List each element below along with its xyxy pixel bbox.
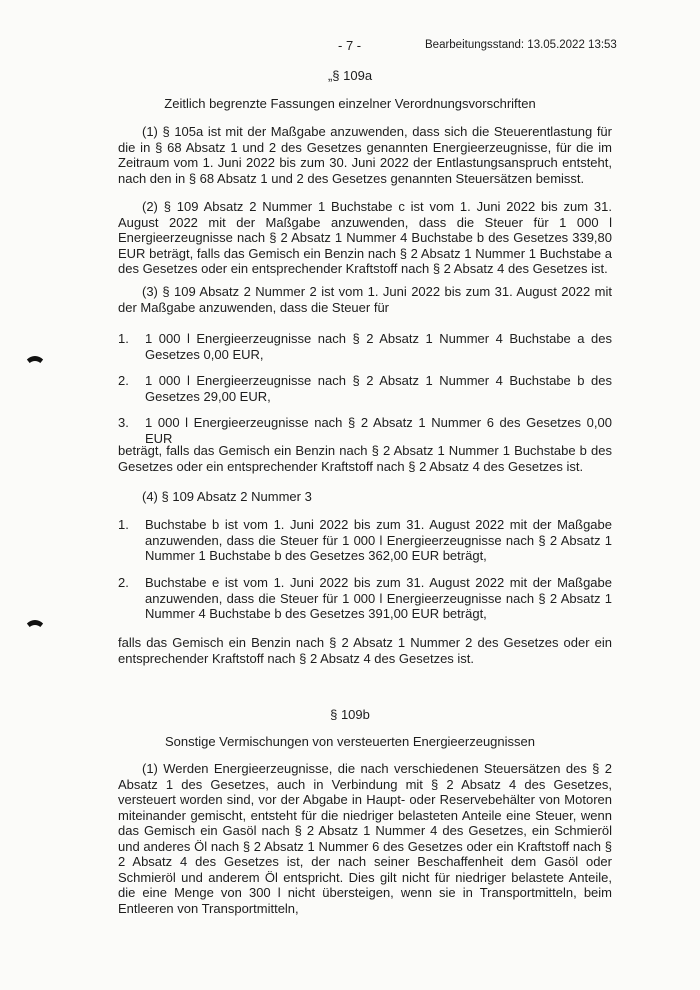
section-109a-title: Zeitlich begrenzte Fassungen einzelner Verordnungsvorschriften bbox=[164, 96, 536, 111]
list-item bbox=[118, 331, 612, 362]
s109a-paragraph-2: (2) § 109 Absatz 2 Nummer 1 Buchstabe c ist vom 1. Juni 2022 bis zum 31. August 2022 mit der Maßgabe anzuwenden, dass die Steuer für 1 000 l Energieerzeugnisse nach § 2 Absatz 1 Nummer 4 Buchstabe b des Gesetzes 339,80 EUR beträgt, falls das Gemisch ein Benzin nach § 2 Absatz 1 Nummer 1 Buchstabe a des Gesetzes oder ein entsprechender Kraftstoff nach § 2 Absatz 4 des Gesetzes ist. bbox=[118, 199, 612, 276]
section-109b-heading: § 109b bbox=[330, 707, 370, 722]
list-item-number: 1. bbox=[118, 517, 129, 532]
punch-hole-mark bbox=[24, 620, 46, 642]
section-109b-title: Sonstige Vermischungen von versteuerten Energieerzeugnissen bbox=[164, 734, 535, 749]
s109b-paragraph-1: (1) Werden Energieerzeugnisse, die nach verschiedenen Steuersätzen des § 2 Absatz 1 des Gesetzes, auch in Verbindung mit § 2 Absatz 4 des Gesetzes, versteuert worden sind, vor der Abgabe in Haupt- oder Reservebehälter von Motoren miteinander gemischt, entsteht für die niedriger belasteten Anteile eine Steuer, wenn das Gemisch ein Gasöl nach § 2 Absatz 1 Nummer 4 des Gesetzes, ein Schmieröl und anderes Öl nach § 2 Absatz 1 Nummer 6 des Gesetzes oder ein Kraftstoff nach § 2 Absatz 4 des Gesetzes ist, der nach seiner Beschaffenheit dem Gasöl oder Schmieröl und anderem Öl entspricht. Dies gilt nicht für niedriger belastete Anteile, die eine Menge von 300 l nicht übersteigen, wenn sie in Transportmitteln, beim Entleeren von Transportmitteln, bbox=[118, 761, 612, 916]
list-item-number: 2. bbox=[118, 575, 129, 590]
s109a-paragraph-1: (1) § 105a ist mit der Maßgabe anzuwenden, dass sich die Steuerentlastung für die in § 68 Absatz 1 und 2 des Gesetzes genannten Energieerzeugnisse, für die im Zeitraum vom 1. Juni 2022 bis zum 30. Juni 2022 der Entlastungsanspruch entsteht, nach den in § 68 Absatz 1 und 2 des Gesetzes genannten Steuersätzen bemisst. bbox=[118, 124, 612, 186]
punch-hole-mark bbox=[24, 356, 46, 378]
edit-status: Bearbeitungsstand: 13.05.2022 13:53 bbox=[425, 39, 617, 51]
list-item-text: 1 000 l Energieerzeugnisse nach § 2 Absatz 1 Nummer 4 Buchstabe a des Gesetzes 0,00 EUR, bbox=[145, 331, 612, 362]
s109a-paragraph-3: (3) § 109 Absatz 2 Nummer 2 ist vom 1. Juni 2022 bis zum 31. August 2022 mit der Maßgabe anzuwenden, dass die Steuer für bbox=[118, 284, 612, 315]
s109a-paragraph-4: (4) § 109 Absatz 2 Nummer 3 bbox=[142, 489, 312, 504]
list-item-text: 1 000 l Energieerzeugnisse nach § 2 Absatz 1 Nummer 6 des Gesetzes 0,00 EUR bbox=[145, 415, 612, 446]
page-number: - 7 - bbox=[338, 38, 362, 53]
section-109a-heading: „§ 109a bbox=[327, 68, 373, 83]
list-item-text: 1 000 l Energieerzeugnisse nach § 2 Absatz 1 Nummer 4 Buchstabe b des Gesetzes 29,00 EUR, bbox=[145, 373, 612, 404]
list-item-text: Buchstabe b ist vom 1. Juni 2022 bis zum 31. August 2022 mit der Maßgabe anzuwenden, dass die Steuer für 1 000 l Energieerzeugnisse nach § 2 Absatz 1 Nummer 1 Buchstabe b des Gesetzes 362,00 EUR beträgt, bbox=[145, 517, 612, 563]
s109a-paragraph-3-tail: beträgt, falls das Gemisch ein Benzin nach § 2 Absatz 1 Nummer 1 Buchstabe b des Gesetzes oder ein entsprechender Kraftstoff nach § 2 Absatz 4 des Gesetzes ist. bbox=[118, 443, 612, 474]
list-item-text: Buchstabe e ist vom 1. Juni 2022 bis zum 31. August 2022 mit der Maßgabe anzuwenden, dass die Steuer für 1 000 l Energieerzeugnisse nach § 2 Absatz 1 Nummer 4 Buchstabe b des Gesetzes 391,00 EUR beträgt, bbox=[145, 575, 612, 621]
list-item bbox=[118, 517, 612, 564]
list-item-number: 2. bbox=[118, 373, 129, 388]
list-item bbox=[118, 575, 612, 622]
list-item bbox=[118, 415, 612, 446]
list-item bbox=[118, 373, 612, 404]
list-item-number: 3. bbox=[118, 415, 129, 430]
s109a-paragraph-4-tail: falls das Gemisch ein Benzin nach § 2 Absatz 1 Nummer 2 des Gesetzes oder ein entsprechender Kraftstoff nach § 2 Absatz 4 des Gesetzes ist. bbox=[118, 635, 612, 666]
list-item-number: 1. bbox=[118, 331, 129, 346]
